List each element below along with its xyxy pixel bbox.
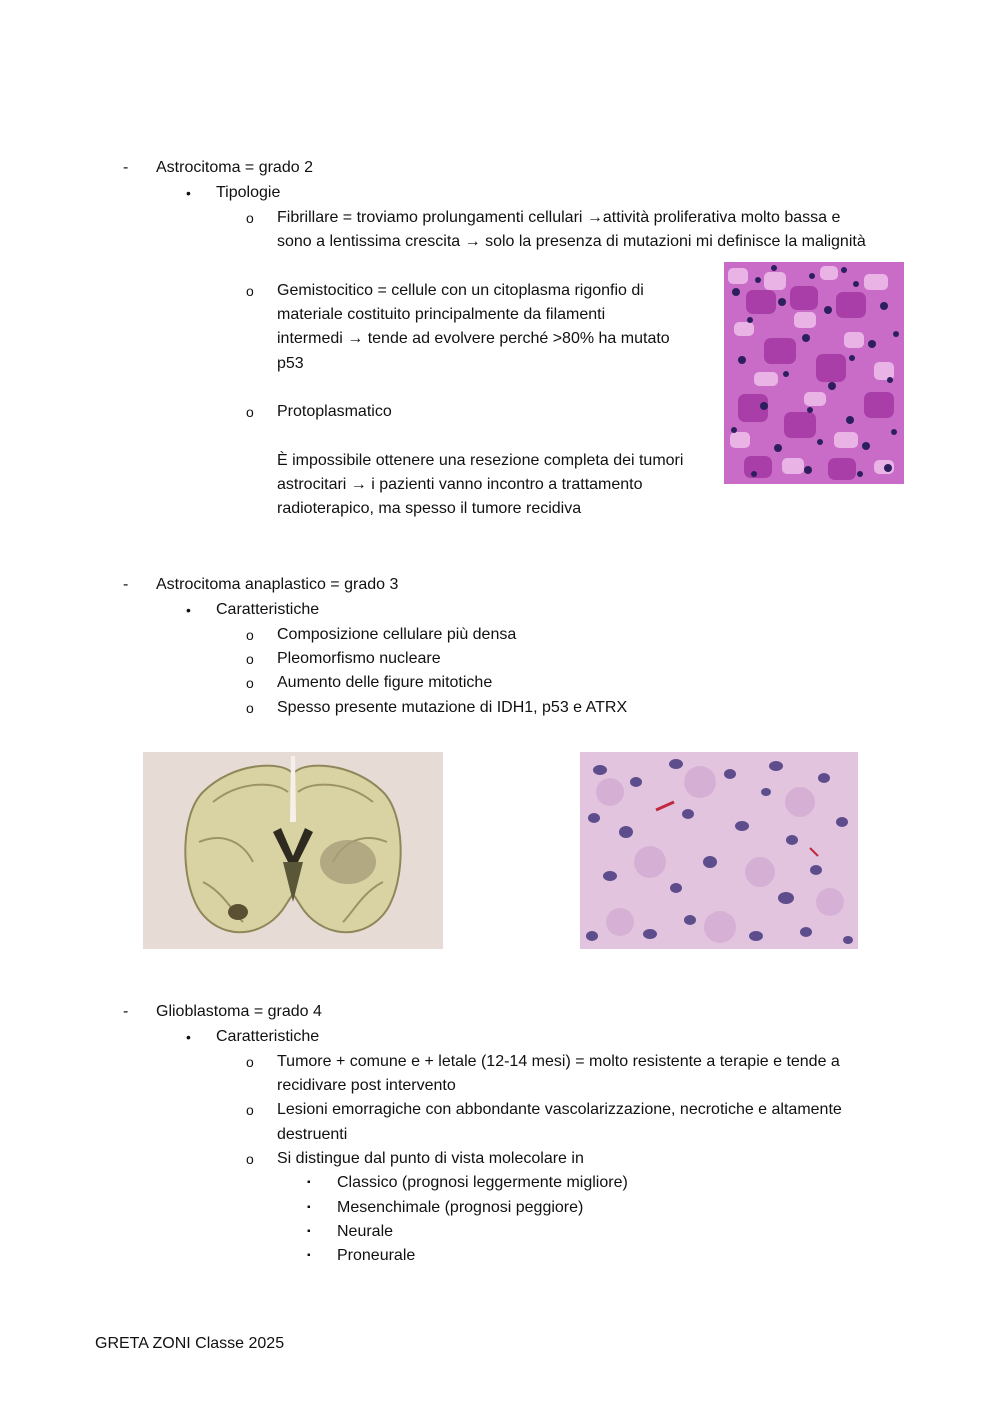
- bullet-marker: •: [186, 1029, 191, 1045]
- resection-note-line-1: È impossibile ottenere una resezione completa dei tumori: [277, 452, 684, 469]
- circle-marker: o: [246, 627, 254, 643]
- list-item: Mesenchimale (prognosi peggiore): [337, 1199, 584, 1216]
- square-marker: ▪: [307, 1177, 311, 1188]
- circle-marker: o: [246, 283, 254, 299]
- circle-marker: o: [246, 700, 254, 716]
- square-marker: ▪: [307, 1250, 311, 1261]
- gbm-item-2-line-2: destruenti: [277, 1126, 348, 1143]
- dash-marker: -: [123, 576, 129, 593]
- gbm-item-1-line-1: Tumore + comune e + letale (12-14 mesi) = molto resistente a terapie e tende a: [277, 1053, 840, 1070]
- subheading-tipologie: Tipologie: [216, 184, 281, 201]
- bullet-marker: •: [186, 602, 191, 618]
- subheading-caratteristiche: Caratteristiche: [216, 601, 320, 618]
- section-title-astrocitoma: Astrocitoma = grado 2: [156, 159, 313, 176]
- list-item: Aumento delle figure mitotiche: [277, 674, 493, 691]
- circle-marker: o: [246, 651, 254, 667]
- circle-marker: o: [246, 1102, 254, 1118]
- gemistocitico-line-1: Gemistocitico = cellule con un citoplasma rigonfio di: [277, 282, 644, 299]
- square-marker: ▪: [307, 1226, 311, 1237]
- gbm-item-3: Si distingue dal punto di vista molecolare in: [277, 1150, 584, 1167]
- resection-note-line-2: astrocitari → i pazienti vanno incontro a trattamento: [277, 476, 643, 493]
- circle-marker: o: [246, 210, 254, 226]
- dash-marker: -: [123, 159, 129, 176]
- fibrillare-line-1: Fibrillare = troviamo prolungamenti cellulari →attività proliferativa molto bassa e: [277, 209, 841, 226]
- anaplastic-histology-image: [580, 752, 858, 949]
- list-item: Composizione cellulare più densa: [277, 626, 517, 643]
- gemistocytic-histology-image: [724, 262, 904, 484]
- list-item: Spesso presente mutazione di IDH1, p53 e ATRX: [277, 699, 628, 716]
- list-item: Neurale: [337, 1223, 394, 1240]
- gemistocitico-line-3: intermedi → tende ad evolvere perché >80% ha mutato: [277, 330, 670, 347]
- dash-marker: -: [123, 1003, 129, 1020]
- section-title-anaplastico: Astrocitoma anaplastico = grado 3: [156, 576, 399, 593]
- resection-note-line-3: radioterapico, ma spesso il tumore recidiva: [277, 500, 582, 517]
- circle-marker: o: [246, 675, 254, 691]
- bullet-marker: •: [186, 185, 191, 201]
- brain-coronal-section-image: [143, 752, 443, 949]
- list-item: Proneurale: [337, 1247, 416, 1264]
- circle-marker: o: [246, 1151, 254, 1167]
- gemistocitico-line-4: p53: [277, 355, 304, 372]
- list-item: Pleomorfismo nucleare: [277, 650, 441, 667]
- subheading-caratteristiche: Caratteristiche: [216, 1028, 320, 1045]
- circle-marker: o: [246, 1054, 254, 1070]
- list-item: Classico (prognosi leggermente migliore): [337, 1174, 628, 1191]
- page-footer: GRETA ZONI Classe 2025: [95, 1335, 285, 1352]
- gbm-item-2-line-1: Lesioni emorragiche con abbondante vascolarizzazione, necrotiche e altamente: [277, 1101, 842, 1118]
- circle-marker: o: [246, 404, 254, 420]
- fibrillare-line-2: sono a lentissima crescita → solo la presenza di mutazioni mi definisce la malignità: [277, 233, 866, 250]
- gemistocitico-line-2: materiale costituito principalmente da filamenti: [277, 306, 606, 323]
- protoplasmatico-item: Protoplasmatico: [277, 403, 392, 420]
- gbm-item-1-line-2: recidivare post intervento: [277, 1077, 456, 1094]
- section-title-glioblastoma: Glioblastoma = grado 4: [156, 1003, 322, 1020]
- square-marker: ▪: [307, 1202, 311, 1213]
